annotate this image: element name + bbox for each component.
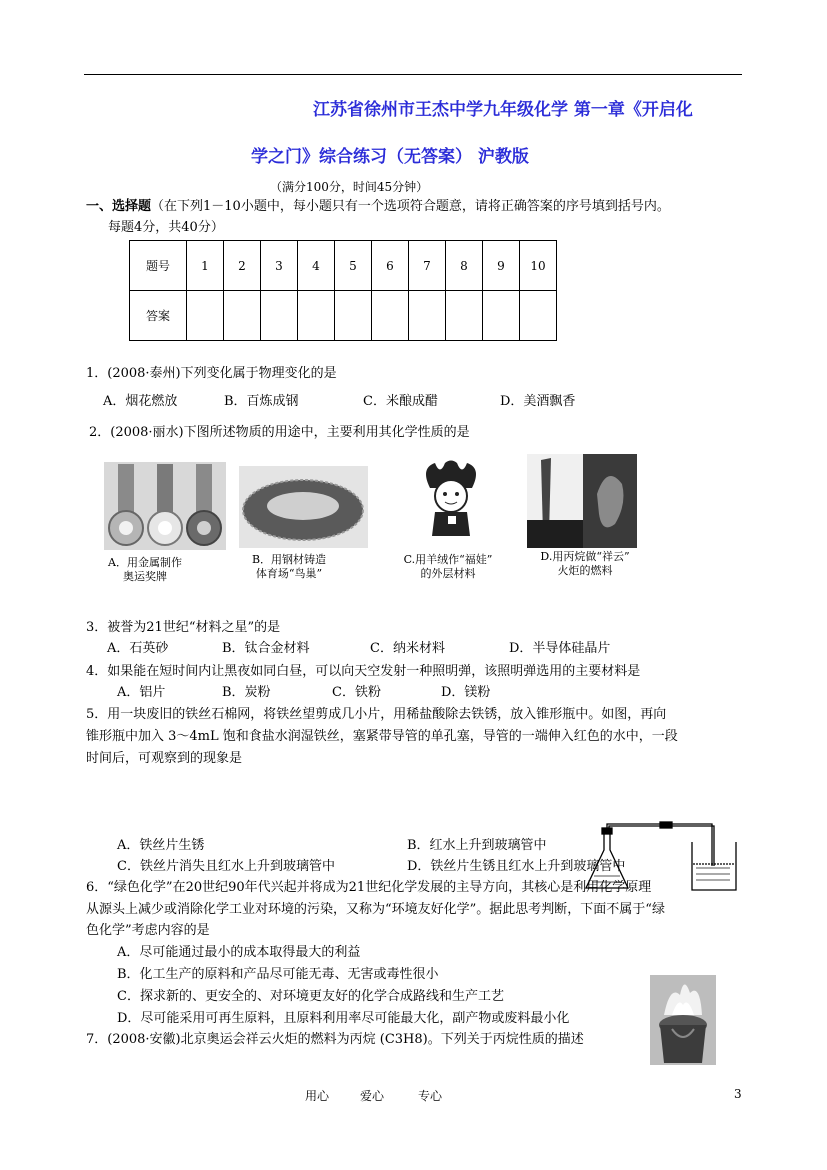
q4-option-c: C．铁粉 [332, 685, 381, 700]
section-instr-line2: 每题4分，共40分） [108, 220, 224, 235]
q6-option-a: A．尽可能通过最小的成本取得最大的利益 [117, 945, 361, 960]
q-number-cell: 9 [483, 241, 520, 291]
answer-cell[interactable] [409, 291, 446, 341]
q4-stem: 4．如果能在短时间内让黑夜如同白昼，可以向天空发射一种照明弹，该照明弹选用的主要材料是 [86, 664, 641, 679]
q-number-cell: 5 [335, 241, 372, 291]
footer-motto-3: 专心 [418, 1089, 443, 1103]
row-label-answer: 答案 [130, 291, 187, 341]
q-number-cell: 7 [409, 241, 446, 291]
answer-cell[interactable] [372, 291, 409, 341]
caption-d-line1: D.用丙烷做“祥云” [540, 550, 630, 563]
q5-option-b: B．红水上升到玻璃管中 [407, 838, 547, 853]
q6-option-c: C．探求新的、更安全的、对环境更友好的化学合成路线和生产工艺 [117, 989, 504, 1004]
caption-d [524, 550, 646, 578]
q3-stem: 3．被誉为21世纪“材料之星”的是 [86, 620, 281, 635]
caption-b [229, 553, 349, 581]
q-number-cell: 8 [446, 241, 483, 291]
document-title-line2: 学之门》综合练习（无答案） 沪教版 [251, 147, 529, 167]
caption-d-line2: 火炬的燃料 [557, 564, 613, 577]
q5-option-a: A．铁丝片生锈 [117, 838, 205, 853]
answer-table-row-numbers [130, 241, 557, 291]
q5-option-d: D．铁丝片生锈且红水上升到玻璃管中 [407, 859, 626, 874]
section1-instructions [86, 198, 670, 216]
q-number-cell: 1 [187, 241, 224, 291]
caption-c [388, 553, 508, 581]
q6-option-d: D．尽可能采用可再生原料，且原料利用率尽可能最大化，副产物或废料最小化 [117, 1011, 570, 1026]
q5-line3: 时间后，可观察到的现象是 [86, 751, 243, 766]
caption-a-line2: 奥运奖牌 [123, 570, 167, 583]
header-rule [84, 74, 742, 75]
footer-motto-1: 用心 [305, 1089, 330, 1103]
q-number-cell: 3 [261, 241, 298, 291]
caption-b-line1: B．用钢材铸造 [251, 553, 327, 566]
xiangyun-torch-image [527, 454, 637, 548]
torch-flame-image [650, 975, 716, 1065]
q6-line3: 色化学”考虑内容的是 [86, 923, 210, 938]
q4-option-a: A．铝片 [117, 685, 166, 700]
section-heading: 一、选择题 [86, 199, 152, 214]
document-title-line1: 江苏省徐州市王杰中学九年级化学 第一章《开启化 [313, 100, 693, 120]
answer-cell[interactable] [224, 291, 261, 341]
olympic-medals-image [104, 462, 226, 550]
fuwa-mascot-image [410, 458, 492, 552]
answer-cell[interactable] [261, 291, 298, 341]
section-instr-line1: （在下列1－10小题中，每小题只有一个选项符合题意，请将正确答案的序号填到括号内。 [151, 199, 670, 214]
q-number-cell: 4 [298, 241, 335, 291]
q7-stem: 7．(2008·安徽)北京奥运会祥云火炬的燃料为丙烷 (C3H8)。下列关于丙烷性质的描述 [86, 1032, 584, 1047]
page-number: 3 [734, 1087, 742, 1101]
caption-a-line1: A．用金属制作 [108, 556, 182, 569]
caption-c-line2: 的外层材料 [420, 567, 476, 580]
caption-a [102, 556, 188, 584]
q5-option-c: C．铁丝片消失且红水上升到玻璃管中 [117, 859, 335, 874]
footer-motto-2: 爱心 [360, 1089, 385, 1103]
q3-option-a: A．石英砂 [107, 641, 169, 656]
row-label-question: 题号 [130, 241, 187, 291]
q4-option-d: D．镁粉 [441, 685, 491, 700]
q2-stem: 2．(2008·丽水)下图所述物质的用途中，主要利用其化学性质的是 [89, 425, 470, 440]
answer-cell[interactable] [520, 291, 557, 341]
q3-option-c: C．纳米材料 [370, 641, 445, 656]
q4-option-b: B．炭粉 [222, 685, 271, 700]
answer-table [129, 240, 557, 341]
caption-b-line2: 体育场“鸟巢” [255, 567, 323, 580]
answer-table-row-answers [130, 291, 557, 341]
q5-line2: 锥形瓶中加入 3～4mL 饱和食盐水润湿铁丝，塞紧带导管的单孔塞，导管的一端伸入红色的水中，一段 [86, 729, 678, 744]
q6-line2: 从源头上减少或消除化学工业对环境的污染，又称为“环境友好化学”。据此思考判断，下面不属于“绿 [86, 902, 665, 917]
answer-cell[interactable] [483, 291, 520, 341]
answer-cell[interactable] [446, 291, 483, 341]
score-time-note: （满分100分，时间45分钟） [270, 180, 429, 194]
q1-stem: 1．(2008·泰州)下列变化属于物理变化的是 [86, 366, 337, 381]
q3-option-d: D．半导体硅晶片 [509, 641, 611, 656]
q-number-cell: 6 [372, 241, 409, 291]
q3-option-b: B．钛合金材料 [222, 641, 310, 656]
answer-cell[interactable] [335, 291, 372, 341]
q1-option-b: B．百炼成钢 [224, 394, 299, 409]
q-number-cell: 2 [224, 241, 261, 291]
q5-line1: 5．用一块废旧的铁丝石棉网，将铁丝望剪成几小片，用稀盐酸除去铁锈，放入锥形瓶中。如图，再向 [86, 707, 667, 722]
q1-option-a: A．烟花燃放 [103, 394, 178, 409]
q-number-cell: 10 [520, 241, 557, 291]
q6-option-b: B．化工生产的原料和产品尽可能无毒、无害或毒性很小 [117, 967, 439, 982]
birds-nest-stadium-image [239, 466, 368, 548]
q6-line1: 6．“绿色化学”在20世纪90年代兴起并将成为21世纪化学发展的主导方向，其核心是利用化学原理 [86, 880, 652, 895]
answer-cell[interactable] [187, 291, 224, 341]
q1-option-c: C．米酿成醋 [363, 394, 438, 409]
caption-c-line1: C.用羊绒作“福娃” [403, 553, 493, 566]
q1-option-d: D．美酒飘香 [500, 394, 576, 409]
answer-cell[interactable] [298, 291, 335, 341]
